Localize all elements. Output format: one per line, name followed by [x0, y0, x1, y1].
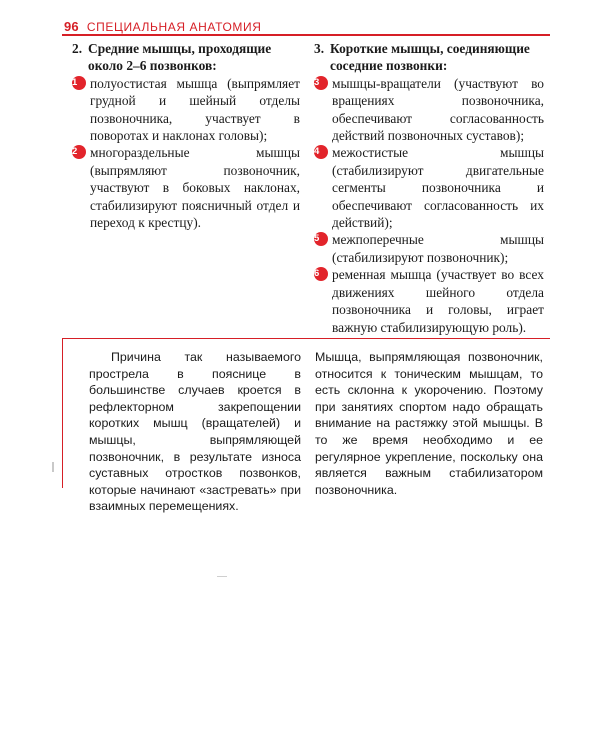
- running-title: СПЕЦИАЛЬНАЯ АНАТОМИЯ: [86, 20, 262, 34]
- section-heading: [72, 40, 300, 75]
- info-box-text-left: Причина так называемого прострела в пояснице в большинстве случаев кроется в рефлекторном закрепощении коротких мышц (вращателей) и мышцы, выпрямляющей позвоночник, в результате износа суставных отростков позвонков, которые начинают «застревать» при взаимных перемещениях.: [89, 350, 301, 514]
- list-item: [314, 266, 544, 336]
- section-heading: [314, 40, 544, 75]
- list-item-text: межостистые мышцы (стабилизируют двигательные сегменты позвоночника и обеспечивают согласованность их действий);: [332, 145, 544, 231]
- list-item-text: межпоперечные мышцы (стабилизируют позвоночник);: [332, 232, 544, 265]
- number-badge: 5: [314, 232, 328, 246]
- muscle-list: [72, 75, 300, 232]
- page-number: 96: [64, 19, 79, 34]
- section-short-muscles: [314, 40, 544, 336]
- list-item: [72, 144, 300, 231]
- number-badge: 2: [72, 145, 86, 159]
- page-header: [64, 12, 550, 34]
- muscle-list: [314, 75, 544, 336]
- info-box: [62, 338, 550, 514]
- list-item: [314, 75, 544, 145]
- scan-mark: [52, 462, 54, 472]
- section-title: Средние мышцы, проходящие около 2–6 позвонков:: [88, 41, 272, 74]
- section-number: 3.: [314, 41, 325, 56]
- info-box-text-right: Мышца, выпрямляющая позвоночник, относится к тоническим мышцам, то есть склонна к укорочению. Поэтому при занятиях спортом надо обращать внимание на растяжку этой мышцы. В то же время необходимо и ее регулярное укрепление, поскольку она является важным стабилизатором позвоночника.: [315, 350, 543, 497]
- scan-speck: [217, 576, 227, 577]
- section-title: Короткие мышцы, соединяющие соседние позвонки:: [330, 41, 530, 74]
- number-badge: 1: [72, 76, 86, 90]
- number-badge: 3: [314, 76, 328, 90]
- number-badge: 6: [314, 267, 328, 281]
- list-item: [314, 231, 544, 266]
- list-item: [314, 144, 544, 231]
- header-rule: [62, 34, 550, 36]
- list-item: [72, 75, 300, 145]
- list-item-text: мышцы-вращатели (участвуют во вращениях позвоночника, обеспечивают согласованность действий позвоночных суставов);: [332, 75, 544, 144]
- list-item-text: многораздельные мышцы (выпрямляют позвоночник, участвуют в боковых наклонах, стабилизируют поясничный отдел и переход к крестцу).: [90, 145, 300, 231]
- section-number: 2.: [72, 41, 83, 56]
- list-item-text: полуостистая мышца (выпрямляет грудной и шейный отделы позвоночника, участвует в поворотах и наклонах головы);: [90, 75, 300, 144]
- section-middle-muscles: [72, 40, 300, 231]
- number-badge: 4: [314, 145, 328, 159]
- list-item-text: ременная мышца (участвует во всех движениях шейного отдела позвоночника и головы, играет важную стабилизирующую роль).: [332, 267, 544, 335]
